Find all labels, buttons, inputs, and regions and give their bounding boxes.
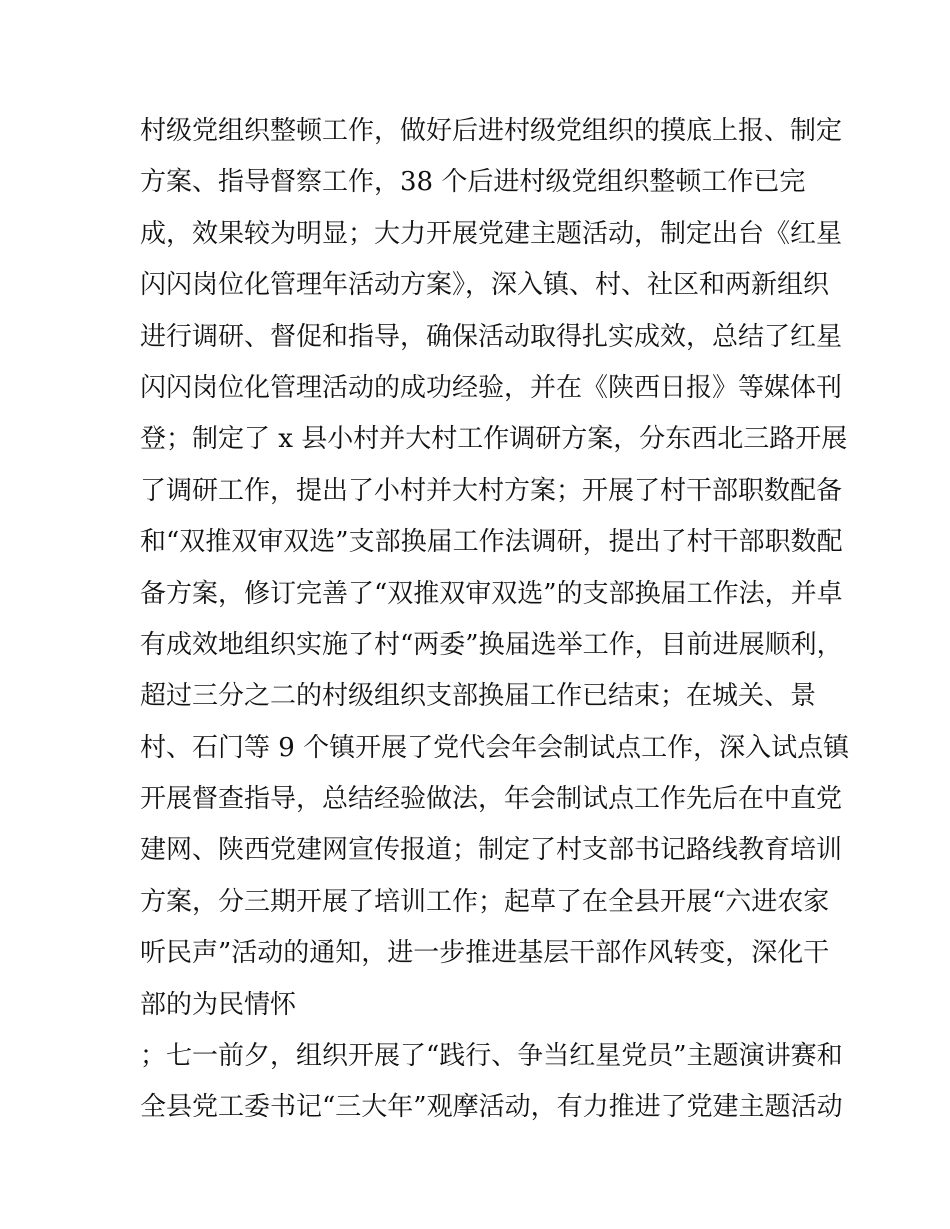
text-line: 建网、陕西党建网宣传报道；制定了村支部书记路线教育培训 (140, 835, 843, 866)
text-line: 方案、指导督察工作，38 个后进村级党组织整顿工作已完 (140, 167, 806, 198)
text-line: 了调研工作，提出了小村并大村方案；开展了村干部职数配备 (140, 475, 843, 506)
text-line: 超过三分之二的村级组织支部换届工作已结束；在城关、景 (140, 681, 817, 712)
body-text (140, 106, 850, 1134)
text-line: 有成效地组织实施了村“两委”换届选举工作，目前进展顺利， (140, 629, 843, 660)
text-line: 备方案，修订完善了“双推双审双选”的支部换届工作法，并卓 (140, 578, 843, 609)
text-line: 开展督查指导，总结经验做法，年会制试点工作先后在中直党 (140, 784, 843, 815)
text-line: 登；制定了 x 县小村并大村工作调研方案，分东西北三路开展 (140, 424, 848, 455)
text-line: ；七一前夕，组织开展了“践行、争当红星党员”主题演讲赛和 (140, 1041, 843, 1072)
text-line: 部的为民情怀 (140, 989, 297, 1020)
text-line: 全县党工委书记“三大年”观摩活动，有力推进了党建主题活动 (140, 1092, 843, 1123)
text-line: 村、石门等 9 个镇开展了党代会年会制试点工作，深入试点镇 (140, 732, 850, 763)
text-line: 和“双推双审双选”支部换届工作法调研，提出了村干部职数配 (140, 527, 843, 558)
text-line: 成，效果较为明显；大力开展党建主题活动，制定出台《红星 (140, 218, 843, 249)
text-line: 方案，分三期开展了培训工作；起草了在全县开展“六进农家 (140, 886, 830, 917)
text-line: 闪闪岗位化管理活动的成功经验，并在《陕西日报》等媒体刊 (140, 372, 843, 403)
text-line: 听民声”活动的通知，进一步推进基层干部作风转变，深化干 (140, 938, 830, 969)
text-line: 进行调研、督促和指导，确保活动取得扎实成效，总结了红星 (140, 321, 843, 352)
text-line: 闪闪岗位化管理年活动方案》，深入镇、村、社区和两新组织 (140, 270, 830, 301)
text-line: 村级党组织整顿工作，做好后进村级党组织的摸底上报、制定 (140, 116, 843, 146)
